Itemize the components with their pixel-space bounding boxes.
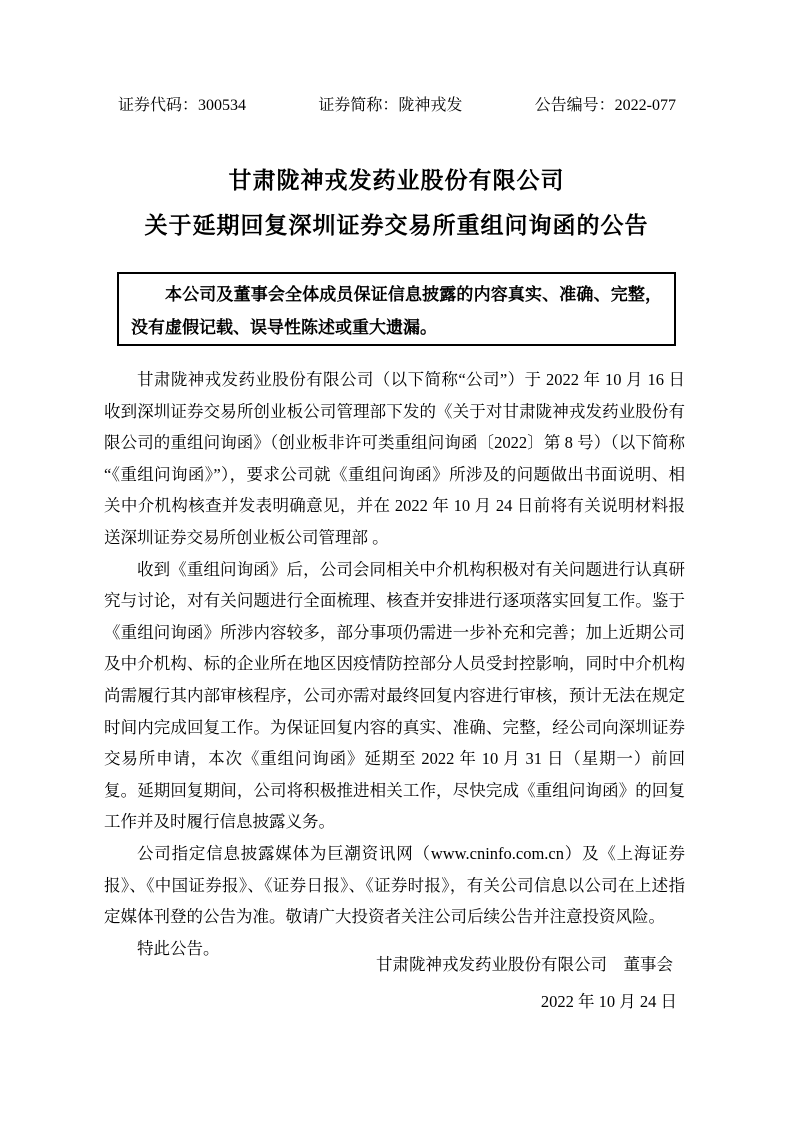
- body-paragraph-2: 收到《重组问询函》后，公司会同相关中介机构积极对有关问题进行认真研究与讨论，对有关问题进行全面梳理、核查并安排进行逐项落实回复工作。鉴于《重组问询函》所涉内容较多，部分事项仍需进一步补充和完善；加上近期公司及中介机构、标的企业所在地区因疫情防控部分人员受封控影响，同时中介机构尚需履行其内部审核程序，公司亦需对最终回复内容进行审核，预计无法在规定时间内完成回复工作。为保证回复内容的真实、准确、完整，经公司向深圳证券交易所申请，本次《重组问询函》延期至 2022 年 10 月 31 日（星期一）前回复。延期回复期间，公司将积极推进相关工作，尽快完成《重组问询函》的回复工作并及时履行信息披露义务。: [104, 559, 685, 832]
- announcement-number: 公告编号：2022-077: [534, 97, 676, 114]
- document-header: [118, 96, 676, 116]
- stock-code: 证券代码：300534: [118, 97, 247, 114]
- body-paragraph-closing: 特此公告。: [137, 938, 220, 958]
- signature-block: [104, 954, 685, 1013]
- document-title: [0, 158, 793, 248]
- signature-date: 2022 年 10 月 24 日: [540, 992, 677, 1011]
- document-body: [104, 364, 685, 964]
- body-paragraph-3: 公司指定信息披露媒体为巨潮资讯网（www.cninfo.com.cn）及《上海证券报》、《中国证券报》、《证券日报》、《证券时报》，有关公司信息以公司在上述指定媒体刊登的公告为准。敬请广大投资者关注公司后续公告并注意投资风险。: [104, 843, 685, 927]
- title-line-subject: 关于延期回复深圳证券交易所重组问询函的公告: [144, 213, 649, 238]
- body-paragraph-1: 甘肃陇神戎发药业股份有限公司（以下简称“公司”）于 2022 年 10 月 16 日收到深圳证券交易所创业板公司管理部下发的《关于对甘肃陇神戎发药业股份有限公司的重组问询函》（创业板非许可类重组问询函〔2022〕第 8 号）（以下简称 “《重组问询函》”），要求公司就《重组问询函》所涉及的问题做出书面说明、相关中介机构核查并发表明确意见，并在 2022 年 10 月 24 日前将有关说明材料报送深圳证券交易所创业板公司管理部 。: [104, 370, 685, 547]
- signature-company: 甘肃陇神戎发药业股份有限公司 董事会: [376, 955, 673, 974]
- declaration-text: 本公司及董事会全体成员保证信息披露的内容真实、准确、完整，没有虚假记载、误导性陈述或重大遗漏。: [131, 285, 662, 337]
- title-line-company: 甘肃陇神戎发药业股份有限公司: [228, 168, 565, 193]
- declaration-box: [117, 272, 676, 346]
- stock-short-name: 证券简称：陇神戎发: [318, 97, 463, 114]
